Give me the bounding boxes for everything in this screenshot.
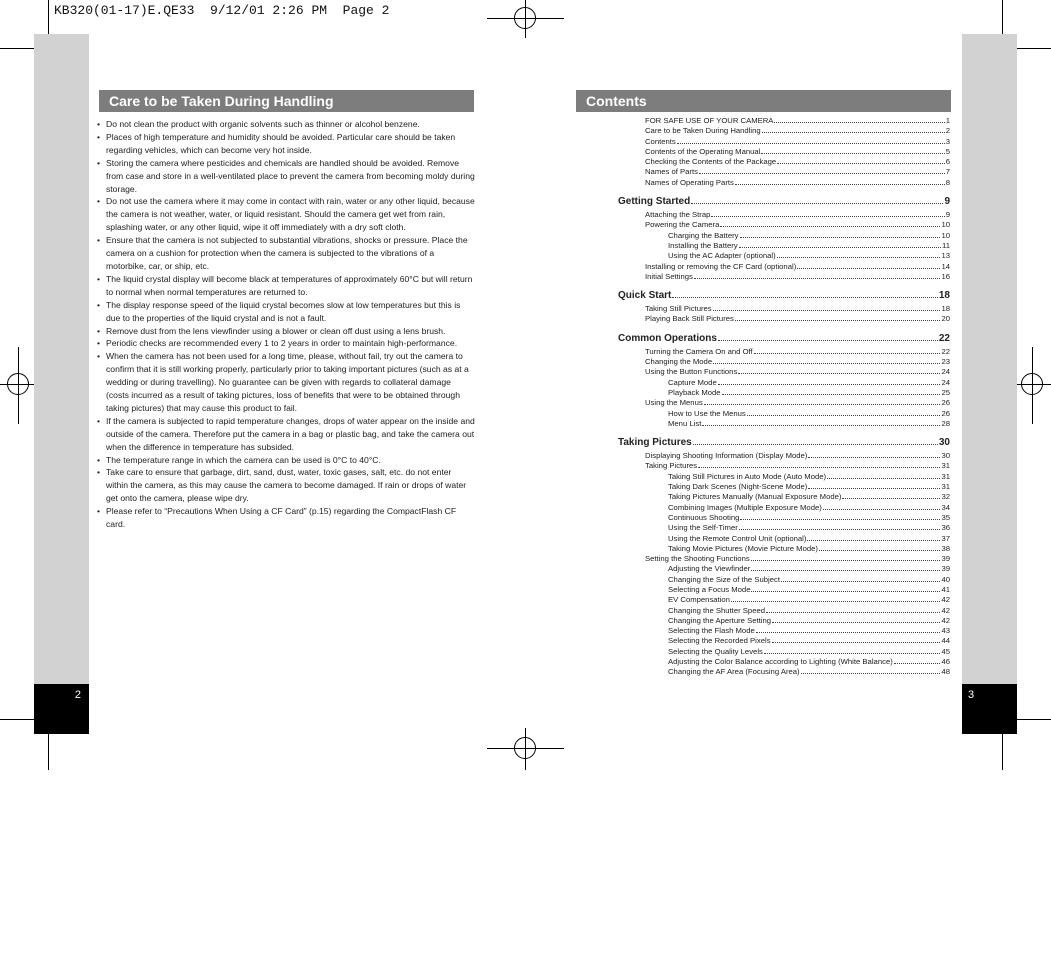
toc-entry-title: Using the Remote Control Unit (optional) <box>668 533 807 543</box>
toc-dot-leader <box>842 498 940 499</box>
toc-dot-leader <box>781 581 940 582</box>
toc-dot-leader <box>720 226 940 227</box>
toc-entry <box>576 304 950 314</box>
toc-dot-leader <box>761 153 944 154</box>
toc-entry-title: Changing the Size of the Subject <box>668 574 780 584</box>
toc-entry <box>576 492 950 502</box>
toc-entry-title: Attaching the Strap <box>645 210 711 220</box>
toc-entry-page: 9 <box>945 210 950 220</box>
toc-dot-leader <box>777 163 945 164</box>
toc-dot-leader <box>807 540 940 541</box>
toc-entry <box>576 544 950 554</box>
toc-entry <box>576 523 950 533</box>
toc-entry <box>576 251 950 261</box>
toc-entry-page: 30 <box>941 451 950 461</box>
toc-dot-leader <box>739 247 941 248</box>
toc-section-heading <box>576 333 950 345</box>
toc-entry <box>576 595 950 605</box>
toc-entry-page: 8 <box>945 177 950 187</box>
toc-entry-page: 22 <box>938 332 950 344</box>
toc-entry-title: Capture Mode <box>668 377 717 387</box>
toc-entry <box>576 554 950 564</box>
toc-entry-title: Checking the Contents of the Package <box>645 157 777 167</box>
toc-entry-page: 10 <box>941 220 950 230</box>
toc-entry-page: 44 <box>941 636 950 646</box>
toc-entry-page: 38 <box>941 543 950 553</box>
toc-entry-page: 5 <box>945 146 950 156</box>
toc-entry-page: 6 <box>945 157 950 167</box>
care-item: • Periodic checks are recommended every 1 to 2 years in order to maintain high-performance. <box>97 337 475 350</box>
crop-mark <box>0 719 34 720</box>
toc-entry-page: 39 <box>941 554 950 564</box>
toc-entry-title: Changing the Mode <box>645 357 713 367</box>
registration-circle <box>1021 373 1043 395</box>
toc-dot-leader <box>808 488 940 489</box>
toc-entry <box>576 167 950 177</box>
toc-dot-leader <box>762 132 945 133</box>
toc-entry-title: Changing the AF Area (Focusing Area) <box>668 667 800 677</box>
toc-entry <box>576 419 950 429</box>
toc-entry <box>576 451 950 461</box>
toc-entry-title: Changing the Aperture Setting <box>668 615 771 625</box>
toc-dot-leader <box>713 363 940 364</box>
toc-entry <box>576 398 950 408</box>
toc-entry <box>576 347 950 357</box>
toc-entry-page: 36 <box>941 523 950 533</box>
care-item: • When the camera has not been used for a long time, please, without fail, try out the camera to confirm that it is still working properly, particularly prior to taking important pictures (such as at a wedding or during travelling). No guarantee can be given with regards to collateral damage (costs incurred as a result of taking pictures, loss of benefits that were to be obtained through taking pictures) that may cause this product to fail. <box>97 350 475 415</box>
care-item: • The temperature range in which the camera can be used is 0°C to 40°C. <box>97 454 475 467</box>
toc-entry-title: Displaying Shooting Information (Display Mode) <box>645 451 808 461</box>
toc-entry <box>576 262 950 272</box>
registration-circle <box>514 7 536 29</box>
toc-entry-page: 42 <box>941 595 950 605</box>
crop-mark <box>0 48 34 49</box>
care-item: • Places of high temperature and humidity should be avoided. Particular care should be taken regarding vehicles, which can become very hot inside. <box>97 131 475 157</box>
toc-entry-title: Selecting the Flash Mode <box>668 626 755 636</box>
toc-dot-leader <box>722 394 941 395</box>
toc-entry-title: Contents <box>645 136 676 146</box>
toc-entry-title: Common Operations <box>618 332 717 344</box>
toc-dot-leader <box>735 184 945 185</box>
toc-dot-leader <box>772 642 941 643</box>
toc-entry-page: 46 <box>941 657 950 667</box>
toc-entry <box>576 657 950 667</box>
toc-dot-leader <box>702 425 940 426</box>
toc-dot-leader <box>801 673 941 674</box>
toc-entry <box>576 126 950 136</box>
toc-entry <box>576 367 950 377</box>
toc-entry-title: Selecting a Focus Mode <box>668 584 751 594</box>
care-item: • Remove dust from the lens viewfinder using a blower or clean off dust using a lens brush. <box>97 325 475 338</box>
care-item: • Do not use the camera where it may come in contact with rain, water or any other liquid, because the camera is not weather, water, or liquid resistant. Should the camera get wet from rain, splashing water, or any other liquid, wipe it off immediately with a dry soft cloth. <box>97 195 475 234</box>
toc-entry-title: Turning the Camera On and Off <box>645 346 753 356</box>
toc-entry-title: Using the Button Functions <box>645 367 738 377</box>
toc-entry-page: 32 <box>941 492 950 502</box>
crop-mark <box>48 0 49 34</box>
toc-entry-title: Selecting the Quality Levels <box>668 646 763 656</box>
toc-dot-leader <box>731 601 940 602</box>
toc-dot-leader <box>739 529 941 530</box>
toc-entry-page: 25 <box>941 387 950 397</box>
toc-entry <box>576 585 950 595</box>
contents-section-title: Contents <box>576 90 951 112</box>
toc-dot-leader <box>704 404 941 405</box>
toc-entry-page: 24 <box>941 377 950 387</box>
toc-entry <box>576 241 950 251</box>
care-item: • Take care to ensure that garbage, dirt, sand, dust, water, toxic gases, salt, etc. do not enter within the camera, as this may cause the camera to become damaged. If rain or drops of water get onto the camera, please wipe dry. <box>97 466 475 505</box>
toc-entry-title: Playback Mode <box>668 387 721 397</box>
toc-section-heading <box>576 437 950 449</box>
toc-dot-leader <box>699 173 945 174</box>
toc-dot-leader <box>754 353 941 354</box>
toc-entry-page: 7 <box>945 167 950 177</box>
toc-entry <box>576 388 950 398</box>
toc-entry-title: Quick Start <box>618 290 672 302</box>
toc-entry <box>576 210 950 220</box>
toc-entry-title: Playing Back Still Pictures <box>645 314 734 324</box>
toc-entry-title: Getting Started <box>618 196 691 208</box>
toc-dot-leader <box>677 143 945 144</box>
toc-dot-leader <box>777 257 941 258</box>
toc-entry-title: Setting the Shooting Functions <box>645 554 750 564</box>
toc-entry <box>576 667 950 677</box>
toc-entry-page: 37 <box>941 533 950 543</box>
toc-dot-leader <box>827 478 940 479</box>
toc-entry-title: Taking Still Pictures <box>645 304 712 314</box>
toc-entry <box>576 636 950 646</box>
toc-entry-title: Contents of the Operating Manual <box>645 146 761 156</box>
toc-entry <box>576 647 950 657</box>
toc-entry-page: 28 <box>941 418 950 428</box>
toc-dot-leader <box>766 612 940 613</box>
toc-entry-title: Menu List <box>668 418 702 428</box>
toc-entry-title: Using the Self-Timer <box>668 523 738 533</box>
registration-circle <box>514 737 536 759</box>
toc-dot-leader <box>751 560 941 561</box>
toc-entry-title: Changing the Shutter Speed <box>668 605 766 615</box>
crop-mark <box>1017 719 1051 720</box>
toc-entry <box>576 564 950 574</box>
toc-dot-leader <box>772 622 940 623</box>
toc-dot-leader <box>756 632 941 633</box>
toc-dot-leader <box>738 373 940 374</box>
toc-entry-page: 42 <box>941 605 950 615</box>
toc-entry-title: Names of Operating Parts <box>645 177 734 187</box>
toc-entry <box>576 157 950 167</box>
care-item: • Do not clean the product with organic solvents such as thinner or alcohol benzene. <box>97 118 475 131</box>
toc-entry-page: 45 <box>941 646 950 656</box>
toc-entry-page: 16 <box>941 271 950 281</box>
toc-entry-page: 20 <box>941 314 950 324</box>
toc-entry-page: 26 <box>941 408 950 418</box>
toc-entry <box>576 472 950 482</box>
toc-entry-page: 48 <box>941 667 950 677</box>
toc-entry <box>576 272 950 282</box>
toc-dot-leader <box>713 310 941 311</box>
toc-entry-title: How to Use the Menus <box>668 408 746 418</box>
toc-dot-leader <box>894 663 941 664</box>
toc-entry-page: 31 <box>941 482 950 492</box>
toc-entry-title: Taking Dark Scenes (Night-Scene Mode) <box>668 482 808 492</box>
toc-entry-page: 31 <box>941 461 950 471</box>
toc-dot-leader <box>693 444 938 445</box>
toc-dot-leader <box>774 122 944 123</box>
toc-entry-page: 18 <box>938 290 950 302</box>
toc-entry-title: Using the AC Adapter (optional) <box>668 251 776 261</box>
toc-entry-page: 31 <box>941 471 950 481</box>
toc-dot-leader <box>735 320 941 321</box>
toc-entry <box>576 220 950 230</box>
right-side-bar <box>962 34 1017 684</box>
crop-mark <box>1002 734 1003 770</box>
toc-entry <box>576 575 950 585</box>
toc-dot-leader <box>808 457 940 458</box>
toc-entry <box>576 137 950 147</box>
toc-dot-leader <box>747 415 941 416</box>
care-item: • Storing the camera where pesticides and chemicals are handled should be avoided. Remove from case and store in a well-ventilated place to prevent the camera from becoming moldy during storage. <box>97 157 475 196</box>
toc-section-heading <box>576 290 950 302</box>
toc-entry-page: 34 <box>941 502 950 512</box>
toc-dot-leader <box>718 384 941 385</box>
toc-entry-page: 13 <box>941 251 950 261</box>
toc-entry-title: Selecting the Recorded Pixels <box>668 636 771 646</box>
toc-entry <box>576 616 950 626</box>
toc-entry <box>576 534 950 544</box>
toc-entry-title: Taking Still Pictures in Auto Mode (Auto Mode) <box>668 471 827 481</box>
toc-entry-page: 22 <box>941 346 950 356</box>
right-page-number: 3 <box>968 689 975 701</box>
care-section-title: Care to be Taken During Handling <box>99 90 474 112</box>
toc-entry-title: Taking Pictures <box>618 437 692 449</box>
toc-entry-title: Installing the Battery <box>668 240 738 250</box>
toc-entry-page: 24 <box>941 367 950 377</box>
care-item: • If the camera is subjected to rapid temperature changes, drops of water appear on the inside and outside of the camera. Therefore put the camera in a bag or plastic bag, and take the camera out when the difference in temperature has subsided. <box>97 415 475 454</box>
toc-entry <box>576 378 950 388</box>
toc-entry-page: 14 <box>941 261 950 271</box>
toc-entry-page: 42 <box>941 615 950 625</box>
toc-entry-page: 3 <box>945 136 950 146</box>
care-list <box>97 118 475 531</box>
toc-entry-title: FOR SAFE USE OF YOUR CAMERA <box>645 116 774 125</box>
toc-entry <box>576 461 950 471</box>
toc-dot-leader <box>823 509 941 510</box>
toc-entry-page: 41 <box>941 584 950 594</box>
toc-entry-title: Using the Menus <box>645 398 703 408</box>
table-of-contents <box>576 116 950 678</box>
care-item: • The liquid crystal display will become black at temperatures of approximately 60°C but will return to normal when normal temperatures are returned to. <box>97 273 475 299</box>
toc-entry-page: 1 <box>945 116 950 125</box>
crop-mark <box>1002 0 1003 34</box>
toc-section-heading <box>576 196 950 208</box>
toc-entry-page: 43 <box>941 626 950 636</box>
toc-entry-page: 10 <box>941 230 950 240</box>
care-item: • Ensure that the camera is not subjected to substantial vibrations, shocks or pressure. Place the camera on a cushion for protection when the camera is subjected to the vibrations of a motorbike, car, or ship, etc. <box>97 234 475 273</box>
toc-entry-title: Adjusting the Viewfinder <box>668 564 751 574</box>
toc-entry-title: Care to be Taken During Handling <box>645 126 761 136</box>
toc-entry-title: Taking Movie Pictures (Movie Picture Mode) <box>668 543 818 553</box>
toc-dot-leader <box>691 203 943 204</box>
toc-dot-leader <box>718 340 938 341</box>
toc-entry-title: Charging the Battery <box>668 230 739 240</box>
toc-entry-title: Taking Pictures Manually (Manual Exposure Mode) <box>668 492 842 502</box>
toc-entry-page: 9 <box>944 196 950 208</box>
toc-dot-leader <box>694 278 941 279</box>
toc-dot-leader <box>711 216 944 217</box>
toc-entry-page: 18 <box>941 304 950 314</box>
toc-entry <box>576 116 950 126</box>
left-page-tab <box>34 684 89 734</box>
toc-dot-leader <box>764 653 941 654</box>
left-page-number: 2 <box>74 689 81 701</box>
toc-entry <box>576 409 950 419</box>
print-slug: KB320(01-17)E.QE33 9/12/01 2:26 PM Page 2 <box>54 3 390 18</box>
toc-dot-leader <box>819 550 940 551</box>
toc-entry <box>576 503 950 513</box>
toc-entry-page: 40 <box>941 574 950 584</box>
toc-entry-title: Combining Images (Multiple Exposure Mode) <box>668 502 822 512</box>
toc-dot-leader <box>751 570 940 571</box>
toc-dot-leader <box>740 237 941 238</box>
toc-entry-page: 26 <box>941 398 950 408</box>
toc-entry-page: 2 <box>945 126 950 136</box>
toc-entry-title: Continuous Shooting <box>668 512 740 522</box>
toc-dot-leader <box>698 467 940 468</box>
toc-entry-title: Taking Pictures <box>645 461 698 471</box>
toc-entry-page: 23 <box>941 357 950 367</box>
toc-entry-title: Powering the Camera <box>645 220 720 230</box>
crop-mark <box>1017 48 1051 49</box>
care-item: • The display response speed of the liquid crystal becomes slow at low temperatures but this is due to the properties of the liquid crystal and is not a fault. <box>97 299 475 325</box>
toc-dot-leader <box>740 519 940 520</box>
toc-entry <box>576 178 950 188</box>
toc-entry-title: Adjusting the Color Balance according to Lighting (White Balance) <box>668 657 893 667</box>
toc-entry-page: 35 <box>941 512 950 522</box>
toc-entry <box>576 314 950 324</box>
care-item: • Please refer to “Precautions When Using a CF Card” (p.15) regarding the CompactFlash CF card. <box>97 505 475 531</box>
toc-entry-title: Names of Parts <box>645 167 698 177</box>
right-page-tab <box>962 684 1017 734</box>
toc-dot-leader <box>751 591 940 592</box>
left-side-bar <box>34 34 89 684</box>
toc-entry <box>576 513 950 523</box>
toc-entry <box>576 357 950 367</box>
toc-entry <box>576 606 950 616</box>
toc-entry <box>576 231 950 241</box>
toc-dot-leader <box>797 268 940 269</box>
toc-entry <box>576 147 950 157</box>
toc-entry-page: 30 <box>938 437 950 449</box>
toc-entry-title: Installing or removing the CF Card (optional) <box>645 261 797 271</box>
toc-entry <box>576 482 950 492</box>
toc-entry-page: 39 <box>941 564 950 574</box>
toc-entry-title: Initial Settings <box>645 271 693 281</box>
registration-circle <box>7 373 29 395</box>
toc-entry-page: 11 <box>942 240 950 250</box>
toc-entry <box>576 626 950 636</box>
toc-dot-leader <box>672 297 938 298</box>
crop-mark <box>48 734 49 770</box>
toc-entry-title: EV Compensation <box>668 595 730 605</box>
